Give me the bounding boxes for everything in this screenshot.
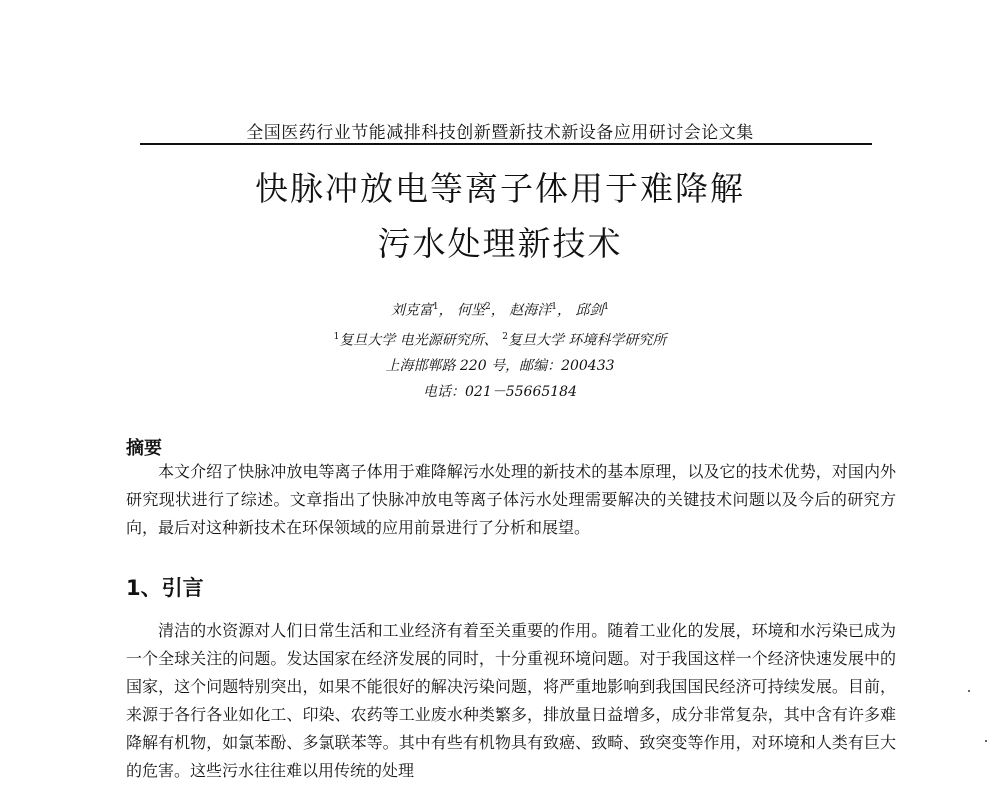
- paper-title-line-1: 快脉冲放电等离子体用于难降解: [255, 169, 745, 208]
- section-heading: 1、引言: [126, 576, 204, 600]
- scan-speck: [968, 690, 970, 692]
- affiliation-mark: 1: [432, 302, 439, 312]
- affiliation-mark: 2: [502, 331, 508, 342]
- affiliation-mark: 1: [603, 302, 610, 312]
- affiliation-line: [0, 324, 1000, 354]
- author-info: [0, 294, 1000, 405]
- affiliation-text: 复旦大学 电光源研究所、: [339, 332, 498, 349]
- author-name: 赵海洋: [509, 302, 552, 319]
- abstract-text: 本文介绍了快脉冲放电等离子体用于难降解污水处理的新技术的基本原理，以及它的技术优势，对国内外研究现状进行了综述。文章指出了快脉冲放电等离子体污水处理需要解决的关键技术问题以及今后的研究方向，最后对这种新技术在环保领域的应用前景进行了分析和展望。: [126, 462, 896, 537]
- author-name: 刘克富: [390, 302, 433, 319]
- affiliation-mark: 2: [485, 302, 491, 312]
- scan-speck: [985, 740, 987, 742]
- intro-paragraph: 清洁的水资源对人们日常生活和工业经济有着至关重要的作用。随着工业化的发展，环境和水污染已成为一个全球关注的问题。发达国家在经济发展的同时，十分重视环境问题。对于我国这样一个经济快速发展中的国家，这个问题特别突出，如果不能很好的解决污染问题，将严重地影响到我国国民经济可持续发展。目前，来源于各行各业如化工、印染、农药等工业废水种类繁多，排放量日益增多，成分非常复杂，其中含有许多难降解有机物，如氯苯酚、多氯联苯等。其中有些有机物具有致癌、致畸、致突变等作用，对环境和人类有巨大的危害。这些污水往往难以用传统的处理: [126, 621, 896, 780]
- abstract-heading: 摘要: [126, 438, 162, 459]
- affiliation-text: 复旦大学 环境科学研究所: [507, 332, 667, 349]
- running-title: 全国医药行业节能减排科技创新暨新技术新设备应用研讨会论文集: [246, 123, 754, 143]
- address-line: 上海邯郸路 220 号，邮编：200433: [385, 358, 615, 375]
- affiliation-mark: 1: [551, 302, 557, 312]
- affiliation-mark: 1: [333, 331, 340, 342]
- phone-line: 电话：021－55665184: [423, 384, 577, 401]
- author-name: 何坚: [457, 302, 486, 319]
- author-list: 刘克富$^1$， 何坚$^2$， 赵海洋$^1$， 邱剑$^1$: [390, 302, 610, 319]
- header-rule: [140, 143, 872, 145]
- author-name: 邱剑: [575, 302, 604, 319]
- paper-title-line-2: 污水处理新技术: [377, 224, 623, 263]
